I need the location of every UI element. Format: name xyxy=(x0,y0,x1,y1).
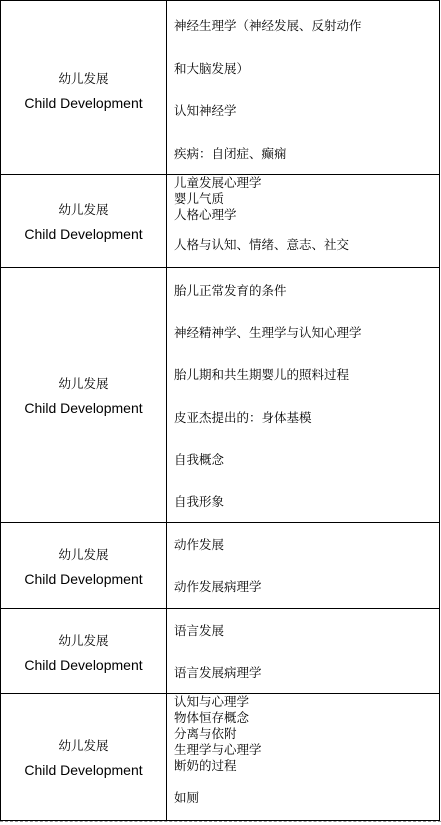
category-label-zh: 幼儿发展 xyxy=(58,738,109,753)
topic-item: 断奶的过程 xyxy=(174,758,237,773)
category-label-en: Child Development xyxy=(24,95,143,111)
topic-item: 认知与心理学 xyxy=(174,694,250,709)
category-label-en: Child Development xyxy=(24,657,143,673)
topic-item: 人格与认知、情绪、意志、社交 xyxy=(174,237,350,252)
category-label-en: Child Development xyxy=(24,400,143,416)
topic-item: 生理学与心理学 xyxy=(174,742,262,757)
page-edge-divider xyxy=(0,821,441,825)
category-label-zh: 幼儿发展 xyxy=(58,71,109,86)
topic-item: 语言发展病理学 xyxy=(174,665,262,680)
topics-cell xyxy=(167,1,439,174)
topic-item: 物体恒存概念 xyxy=(174,710,250,725)
topic-item: 胎儿正常发育的条件 xyxy=(174,283,287,298)
topic-item: 动作发展病理学 xyxy=(174,579,262,594)
category-cell xyxy=(1,1,167,174)
topics-cell xyxy=(167,694,439,820)
topics-cell xyxy=(167,268,439,522)
category-label-zh: 幼儿发展 xyxy=(58,633,109,648)
topics-cell xyxy=(167,609,439,693)
topic-item: 分离与依附 xyxy=(174,726,237,741)
topic-item: 和大脑发展） xyxy=(174,61,250,76)
topic-item: 胎儿期和共生期婴儿的照料过程 xyxy=(174,367,350,382)
category-label-zh: 幼儿发展 xyxy=(58,202,109,217)
topic-item: 儿童发展心理学 xyxy=(174,175,262,190)
category-cell xyxy=(1,694,167,820)
table-row xyxy=(0,174,440,267)
topics-cell xyxy=(167,175,439,267)
category-label-en: Child Development xyxy=(24,226,143,242)
topic-item: 自我形象 xyxy=(174,494,225,509)
table-row xyxy=(0,608,440,693)
table-row xyxy=(0,267,440,522)
topic-item: 神经精神学、生理学与认知心理学 xyxy=(174,325,362,340)
topic-item: 动作发展 xyxy=(174,537,225,552)
topic-item: 疾病：自闭症、癫痫 xyxy=(174,146,287,161)
category-label-en: Child Development xyxy=(24,762,143,778)
table-row xyxy=(0,0,440,174)
category-cell xyxy=(1,609,167,693)
category-cell xyxy=(1,523,167,608)
topic-item: 认知神经学 xyxy=(174,103,237,118)
table-row xyxy=(0,522,440,608)
topic-item: 婴儿气质 xyxy=(174,191,225,206)
category-label-en: Child Development xyxy=(24,571,143,587)
topic-item: 皮亚杰提出的：身体基模 xyxy=(174,410,312,425)
category-label-zh: 幼儿发展 xyxy=(58,547,109,562)
topic-item: 如厕 xyxy=(174,790,200,805)
topic-item: 神经生理学（神经发展、反射动作 xyxy=(174,18,362,33)
table-row xyxy=(0,693,440,821)
topic-item: 人格心理学 xyxy=(174,207,237,222)
category-cell xyxy=(1,175,167,267)
topic-item: 语言发展 xyxy=(174,623,225,638)
category-label-zh: 幼儿发展 xyxy=(58,376,109,391)
topics-cell xyxy=(167,523,439,608)
category-cell xyxy=(1,268,167,522)
topic-item: 自我概念 xyxy=(174,452,225,467)
